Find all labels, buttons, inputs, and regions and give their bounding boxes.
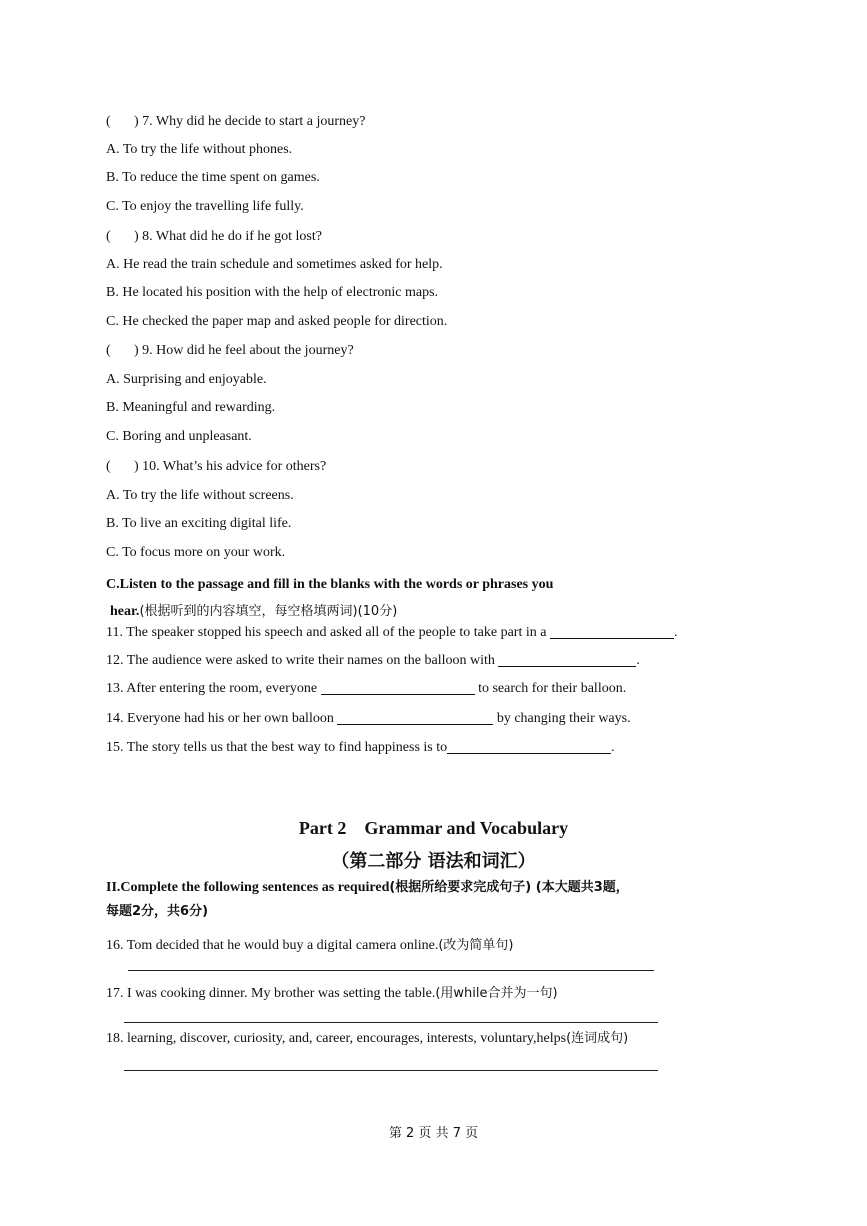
fill-text: 12. The audience were asked to write their names on the balloon with: [106, 653, 495, 668]
option-9b: B. Meaningful and rewarding.: [106, 400, 276, 415]
question-10: [106, 459, 326, 475]
answer-paren: (: [106, 114, 111, 129]
rewrite-item-18: [106, 1027, 628, 1047]
fill-text: 14. Everyone had his or her own balloon: [106, 711, 334, 726]
fill-after: by changing their ways.: [496, 711, 631, 726]
section-ii-heading: [106, 876, 629, 896]
rewrite-hint: (连词成句): [566, 1031, 629, 1046]
option-8c: C. He checked the paper map and asked people for direction.: [106, 314, 448, 329]
fill-text: 13. After entering the room, everyone: [106, 681, 318, 696]
question-7: [106, 114, 365, 130]
answer-line-18[interactable]: [124, 1070, 658, 1071]
fill-blank[interactable]: [550, 624, 674, 639]
question-8: [106, 229, 322, 245]
question-9: [106, 343, 354, 359]
fill-blank[interactable]: [337, 710, 493, 725]
section-c-heading-line1: C.Listen to the passage and fill in the blanks with the words or phrases you: [106, 577, 554, 592]
part2-title: Part 2 Grammar and Vocabulary: [298, 818, 569, 838]
option-10a: A. To try the life without screens.: [106, 488, 294, 503]
fill-blank[interactable]: [447, 739, 611, 754]
section-ii-heading-cn2: 每题2分，共6分): [106, 904, 209, 919]
option-10c: C. To focus more on your work.: [106, 545, 286, 560]
fill-blank[interactable]: [498, 652, 636, 667]
fill-item-11: [106, 624, 677, 641]
question-text: ) 10. What’s his advice for others?: [134, 459, 327, 474]
fill-after: .: [611, 740, 615, 755]
part2-subtitle: （第二部分 语法和词汇）: [331, 851, 536, 872]
fill-after: .: [636, 653, 640, 668]
rewrite-hint: (用while合并为一句): [435, 986, 558, 1001]
question-text: ) 7. Why did he decide to start a journey?: [134, 114, 366, 129]
section-c-heading-hear: hear.: [110, 604, 140, 619]
option-7c: C. To enjoy the travelling life fully.: [106, 199, 304, 214]
option-8b: B. He located his position with the help of electronic maps.: [106, 285, 439, 300]
section-c-heading-line2: [110, 600, 397, 620]
option-10b: B. To live an exciting digital life.: [106, 516, 292, 531]
answer-line-17[interactable]: [124, 1022, 658, 1023]
fill-item-14: [106, 710, 631, 727]
rewrite-item-17: [106, 982, 558, 1002]
fill-item-15: [106, 739, 615, 756]
page-number: 第 2 页 共 7 页: [388, 1126, 479, 1141]
fill-after: to search for their balloon.: [478, 681, 627, 696]
question-text: ) 8. What did he do if he got lost?: [134, 229, 322, 244]
question-text: ) 9. How did he feel about the journey?: [134, 343, 354, 358]
rewrite-item-16: [106, 934, 514, 954]
rewrite-text: 16. Tom decided that he would buy a digital camera online.: [106, 938, 439, 953]
fill-after: .: [673, 625, 678, 640]
rewrite-text: 17. I was cooking dinner. My brother was setting the table.: [106, 986, 436, 1001]
rewrite-hint: (改为简单句): [438, 938, 514, 953]
option-9c: C. Boring and unpleasant.: [106, 429, 252, 444]
fill-item-13: [106, 680, 626, 697]
fill-text: 15. The story tells us that the best way to find happiness is to: [106, 740, 448, 755]
option-7b: B. To reduce the time spent on games.: [106, 170, 320, 185]
answer-paren: (: [106, 459, 111, 474]
rewrite-text: 18. learning, discover, curiosity, and, career, encourages, interests, voluntary,helps: [106, 1031, 567, 1046]
option-9a: A. Surprising and enjoyable.: [106, 372, 267, 387]
fill-blank[interactable]: [321, 680, 475, 695]
section-c-heading-instruction: (根据听到的内容填空，每空格填两词)(10分): [139, 604, 398, 619]
option-7a: A. To try the life without phones.: [106, 142, 293, 157]
option-8a: A. He read the train schedule and sometimes asked for help.: [106, 257, 443, 272]
fill-item-12: [106, 652, 640, 669]
answer-paren: (: [106, 343, 111, 358]
answer-paren: (: [106, 229, 111, 244]
answer-line-16[interactable]: [128, 970, 654, 971]
section-ii-heading-en: II.Complete the following sentences as required: [106, 880, 390, 895]
fill-text: 11. The speaker stopped his speech and asked all of the people to take part in a: [106, 625, 547, 640]
section-ii-heading-cn: (根据所给要求完成句子) (本大题共3题，: [389, 880, 629, 895]
